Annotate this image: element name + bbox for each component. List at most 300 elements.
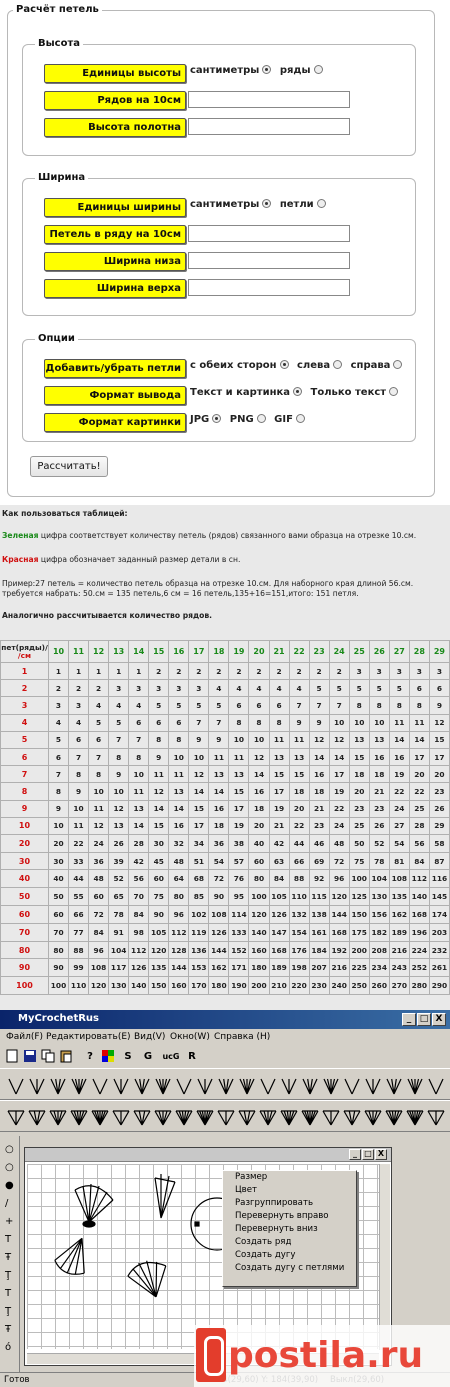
copy-icon[interactable] bbox=[40, 1049, 56, 1065]
table-cell: 6 bbox=[129, 714, 149, 731]
table-cell: 4 bbox=[109, 697, 129, 714]
menu-view[interactable]: Вид(V) bbox=[134, 1032, 166, 1042]
row-header-cm: 20 bbox=[1, 834, 49, 852]
stitch-symbol-fan-icon[interactable] bbox=[111, 1108, 131, 1128]
paste-icon[interactable] bbox=[58, 1049, 74, 1065]
toolbar-ucg-button[interactable]: ucG bbox=[162, 1052, 180, 1061]
table-cell: 5 bbox=[189, 697, 209, 714]
table-cell: 198 bbox=[289, 959, 309, 977]
image-format-label: Формат картинки bbox=[44, 413, 186, 432]
row-header-cm: 80 bbox=[1, 941, 49, 959]
table-cell: 1 bbox=[89, 663, 109, 680]
table-cell: 15 bbox=[149, 817, 169, 834]
table-cell: 104 bbox=[109, 941, 129, 959]
table-cell: 13 bbox=[229, 766, 249, 783]
table-cell: 18 bbox=[309, 783, 329, 800]
table-cell: 144 bbox=[209, 941, 229, 959]
stitch-symbol-fan-icon[interactable] bbox=[300, 1108, 320, 1128]
table-cell: 6 bbox=[149, 714, 169, 731]
stitch-symbol-fan-icon[interactable] bbox=[384, 1108, 404, 1128]
new-file-icon[interactable] bbox=[4, 1049, 20, 1065]
table-cell: 14 bbox=[129, 817, 149, 834]
radio-jpg[interactable] bbox=[212, 414, 221, 423]
tool-filled-ellipse-icon[interactable]: ● bbox=[5, 1180, 14, 1191]
ctx-item-create-arc-loops[interactable]: Создать дугу с петлями bbox=[235, 1263, 345, 1273]
table-cell: 6 bbox=[69, 731, 89, 748]
table-cell: 51 bbox=[189, 852, 209, 870]
table-cell: 19 bbox=[389, 766, 409, 783]
table-cell: 7 bbox=[129, 731, 149, 748]
table-cell: 5 bbox=[369, 680, 389, 697]
table-cell: 20 bbox=[249, 817, 269, 834]
watermark-text: postila.ru bbox=[228, 1335, 424, 1376]
table-cell: 112 bbox=[129, 941, 149, 959]
table-cell: 150 bbox=[349, 906, 369, 924]
table-cell: 29 bbox=[429, 817, 449, 834]
table-row bbox=[1, 766, 450, 783]
stitch-symbol-v-icon[interactable] bbox=[27, 1076, 47, 1096]
table-cell: 16 bbox=[209, 800, 229, 817]
stitch-symbol-v-icon[interactable] bbox=[300, 1076, 320, 1096]
table-cell: 120 bbox=[249, 906, 269, 924]
stitch-symbol-fan-icon[interactable] bbox=[279, 1108, 299, 1128]
table-cell: 8 bbox=[349, 697, 369, 714]
table-cell: 33 bbox=[69, 852, 89, 870]
table-cell: 200 bbox=[249, 977, 269, 995]
tool-double-crochet-icon[interactable]: Ŧ bbox=[5, 1324, 12, 1335]
table-cell: 10 bbox=[329, 714, 349, 731]
radio-right[interactable] bbox=[393, 360, 402, 369]
stitch-symbol-fan-icon[interactable] bbox=[153, 1108, 173, 1128]
table-cell: 60 bbox=[249, 852, 269, 870]
table-cell: 12 bbox=[149, 783, 169, 800]
table-cell: 2 bbox=[149, 663, 169, 680]
table-cell: 21 bbox=[269, 817, 289, 834]
table-cell: 23 bbox=[349, 800, 369, 817]
table-row bbox=[1, 663, 450, 680]
stitch-symbol-fan-icon[interactable] bbox=[90, 1108, 110, 1128]
radio-rows-height[interactable] bbox=[314, 65, 323, 74]
table-cell: 19 bbox=[269, 800, 289, 817]
ctx-item-create-arc[interactable]: Создать дугу bbox=[235, 1250, 296, 1260]
table-cell: 11 bbox=[209, 748, 229, 765]
table-cell: 3 bbox=[369, 663, 389, 680]
close-button[interactable]: X bbox=[432, 1013, 446, 1026]
stitch-symbol-v-icon[interactable] bbox=[174, 1076, 194, 1096]
table-cell: 126 bbox=[129, 959, 149, 977]
calculate-button[interactable]: Рассчитать! bbox=[30, 456, 108, 477]
radio-gif[interactable] bbox=[296, 414, 305, 423]
table-cell: 72 bbox=[209, 870, 229, 888]
table-cell: 154 bbox=[289, 923, 309, 941]
image-option-png: PNG bbox=[229, 414, 254, 425]
table-cell: 8 bbox=[129, 748, 149, 765]
column-header-22: 22 bbox=[289, 641, 309, 663]
table-cell: 84 bbox=[269, 870, 289, 888]
table-cell: 13 bbox=[129, 800, 149, 817]
table-cell: 96 bbox=[169, 906, 189, 924]
table-cell: 135 bbox=[389, 888, 409, 906]
stitch-symbol-fan-icon[interactable] bbox=[405, 1108, 425, 1128]
add-remove-stitches-label: Добавить/убрать петли bbox=[44, 359, 186, 378]
table-cell: 19 bbox=[329, 783, 349, 800]
minimize-button[interactable]: _ bbox=[402, 1013, 416, 1026]
doc-close-button[interactable]: X bbox=[375, 1149, 387, 1160]
table-cell: 140 bbox=[249, 923, 269, 941]
table-cell: 44 bbox=[289, 834, 309, 852]
table-cell: 125 bbox=[349, 888, 369, 906]
table-cell: 9 bbox=[189, 731, 209, 748]
stitch-calculator-form bbox=[0, 0, 450, 505]
table-cell: 9 bbox=[69, 783, 89, 800]
table-cell: 120 bbox=[329, 888, 349, 906]
table-cell: 99 bbox=[69, 959, 89, 977]
radio-png[interactable] bbox=[257, 414, 266, 423]
table-cell: 72 bbox=[89, 906, 109, 924]
table-cell: 30 bbox=[149, 834, 169, 852]
document-titlebar bbox=[25, 1148, 391, 1162]
ctx-item-flip-down[interactable]: Перевернуть вниз bbox=[235, 1224, 318, 1234]
table-cell: 18 bbox=[289, 783, 309, 800]
stitch-symbols-toolbar-1 bbox=[0, 1068, 450, 1100]
radio-both-sides[interactable] bbox=[280, 360, 289, 369]
row-header-cm: 60 bbox=[1, 906, 49, 924]
postila-logo-icon bbox=[196, 1328, 226, 1382]
table-cell: 7 bbox=[109, 731, 129, 748]
maximize-button[interactable]: □ bbox=[417, 1013, 431, 1026]
toolbar-s-button[interactable]: S bbox=[124, 1051, 132, 1062]
menu-help[interactable]: Справка (H) bbox=[214, 1032, 271, 1042]
table-cell: 18 bbox=[249, 800, 269, 817]
tool-line-icon[interactable]: / bbox=[5, 1198, 9, 1209]
table-cell: 7 bbox=[48, 766, 68, 783]
table-cell: 52 bbox=[109, 870, 129, 888]
main-toolbar bbox=[2, 1049, 448, 1069]
table-cell: 42 bbox=[129, 852, 149, 870]
table-cell: 90 bbox=[149, 906, 169, 924]
table-cell: 243 bbox=[389, 959, 409, 977]
stitch-symbol-fan-icon[interactable] bbox=[363, 1108, 383, 1128]
table-cell: 18 bbox=[349, 766, 369, 783]
table-row bbox=[1, 906, 450, 924]
table-cell: 1 bbox=[69, 663, 89, 680]
table-cell: 180 bbox=[209, 977, 229, 995]
table-cell: 25 bbox=[349, 817, 369, 834]
stitch-symbol-fan-icon[interactable] bbox=[48, 1108, 68, 1128]
table-cell: 147 bbox=[269, 923, 289, 941]
table-cell: 17 bbox=[269, 783, 289, 800]
table-cell: 66 bbox=[289, 852, 309, 870]
table-cell: 66 bbox=[69, 906, 89, 924]
stitches-per-10cm-label: Петель в ряду на 10см bbox=[44, 225, 186, 244]
stitch-symbol-v-icon[interactable] bbox=[258, 1076, 278, 1096]
save-icon[interactable] bbox=[22, 1049, 38, 1065]
stitch-symbol-v-icon[interactable] bbox=[69, 1076, 89, 1096]
table-cell: 115 bbox=[309, 888, 329, 906]
radio-cm-height[interactable] bbox=[262, 65, 271, 74]
radio-left[interactable] bbox=[333, 360, 342, 369]
tool-tall-t-icon[interactable]: Ţ bbox=[5, 1306, 12, 1317]
table-cell: 4 bbox=[289, 680, 309, 697]
bottom-width-input[interactable] bbox=[188, 252, 350, 269]
ctx-item-flip-right[interactable]: Перевернуть вправо bbox=[235, 1211, 329, 1221]
stitch-symbol-v-icon[interactable] bbox=[237, 1076, 257, 1096]
window-title: MyCrochetRus bbox=[18, 1013, 99, 1024]
table-cell: 19 bbox=[229, 817, 249, 834]
table-cell: 22 bbox=[289, 817, 309, 834]
stitch-symbol-v-icon[interactable] bbox=[405, 1076, 425, 1096]
column-header-19: 19 bbox=[229, 641, 249, 663]
column-header-24: 24 bbox=[329, 641, 349, 663]
table-cell: 4 bbox=[89, 697, 109, 714]
table-cell: 10 bbox=[129, 766, 149, 783]
tool-plus-icon[interactable]: + bbox=[5, 1216, 14, 1227]
table-cell: 153 bbox=[189, 959, 209, 977]
table-cell: 5 bbox=[389, 680, 409, 697]
stitch-symbol-fan-icon[interactable] bbox=[321, 1108, 341, 1128]
stitch-symbol-v-icon[interactable] bbox=[195, 1076, 215, 1096]
table-cell: 105 bbox=[269, 888, 289, 906]
table-cell: 196 bbox=[409, 923, 429, 941]
table-cell: 15 bbox=[349, 748, 369, 765]
table-cell: 102 bbox=[189, 906, 209, 924]
table-cell: 5 bbox=[309, 680, 329, 697]
column-header-27: 27 bbox=[389, 641, 409, 663]
table-cell: 160 bbox=[249, 941, 269, 959]
table-cell: 23 bbox=[309, 817, 329, 834]
table-cell: 10 bbox=[229, 731, 249, 748]
table-cell: 224 bbox=[409, 941, 429, 959]
stitch-symbol-fan-icon[interactable] bbox=[174, 1108, 194, 1128]
table-cell: 36 bbox=[89, 852, 109, 870]
table-cell: 70 bbox=[48, 923, 68, 941]
table-cell: 14 bbox=[249, 766, 269, 783]
stitch-symbol-fan-icon[interactable] bbox=[237, 1108, 257, 1128]
toolbar-g-button[interactable]: G bbox=[143, 1051, 153, 1062]
table-cell: 8 bbox=[149, 731, 169, 748]
table-cell: 63 bbox=[269, 852, 289, 870]
help-icon[interactable]: ? bbox=[87, 1051, 93, 1062]
menu-window[interactable]: Окно(W) bbox=[170, 1032, 210, 1042]
table-cell: 144 bbox=[169, 959, 189, 977]
table-cell: 18 bbox=[209, 817, 229, 834]
table-cell: 240 bbox=[329, 977, 349, 995]
tool-ellipse-icon[interactable]: ○ bbox=[5, 1162, 14, 1173]
toolbar-r-button[interactable]: R bbox=[188, 1051, 196, 1062]
table-cell: 4 bbox=[269, 680, 289, 697]
table-cell: 17 bbox=[189, 817, 209, 834]
table-cell: 145 bbox=[429, 888, 449, 906]
stitch-symbol-fan-icon[interactable] bbox=[216, 1108, 236, 1128]
radio-text-and-image[interactable] bbox=[293, 387, 302, 396]
side-option-left: слева bbox=[297, 360, 331, 371]
unit-option-cm: сантиметры bbox=[190, 199, 260, 210]
stitch-symbol-v-icon[interactable] bbox=[132, 1076, 152, 1096]
table-cell: 2 bbox=[69, 680, 89, 697]
stitch-symbol-v-icon[interactable] bbox=[90, 1076, 110, 1096]
stitch-symbol-fan-icon[interactable] bbox=[258, 1108, 278, 1128]
stitch-symbol-fan-icon[interactable] bbox=[27, 1108, 47, 1128]
ctx-item-ungroup[interactable]: Разгруппировать bbox=[235, 1198, 314, 1208]
table-cell: 21 bbox=[369, 783, 389, 800]
table-cell: 130 bbox=[109, 977, 129, 995]
table-cell: 5 bbox=[209, 697, 229, 714]
table-cell: 116 bbox=[429, 870, 449, 888]
tool-tall-stitch-icon[interactable]: T bbox=[5, 1288, 12, 1299]
table-cell: 48 bbox=[89, 870, 109, 888]
table-cell: 168 bbox=[409, 906, 429, 924]
table-row bbox=[1, 731, 450, 748]
table-cell: 6 bbox=[249, 697, 269, 714]
stitch-symbol-fan-icon[interactable] bbox=[342, 1108, 362, 1128]
fabric-height-input[interactable] bbox=[188, 118, 350, 135]
table-cell: 3 bbox=[169, 680, 189, 697]
table-cell: 128 bbox=[169, 941, 189, 959]
row-header-cm: 9 bbox=[1, 800, 49, 817]
table-cell: 230 bbox=[309, 977, 329, 995]
table-cell: 234 bbox=[369, 959, 389, 977]
tool-ring-icon[interactable]: ó bbox=[5, 1342, 12, 1353]
table-cell: 75 bbox=[349, 852, 369, 870]
table-cell: 72 bbox=[329, 852, 349, 870]
row-header-cm: 4 bbox=[1, 714, 49, 731]
stitch-symbol-v-icon[interactable] bbox=[363, 1076, 383, 1096]
ctx-item-create-row[interactable]: Создать ряд bbox=[235, 1237, 292, 1247]
table-row bbox=[1, 817, 450, 834]
table-cell: 40 bbox=[249, 834, 269, 852]
table-cell: 13 bbox=[169, 783, 189, 800]
table-cell: 70 bbox=[129, 888, 149, 906]
table-cell: 60 bbox=[149, 870, 169, 888]
column-header-11: 11 bbox=[69, 641, 89, 663]
table-cell: 207 bbox=[309, 959, 329, 977]
stitch-symbol-v-icon[interactable] bbox=[426, 1076, 446, 1096]
how-to-heading: Как пользоваться таблицей: bbox=[2, 509, 128, 518]
table-cell: 8 bbox=[109, 748, 129, 765]
table-cell: 11 bbox=[409, 714, 429, 731]
table-cell: 17 bbox=[229, 800, 249, 817]
table-cell: 4 bbox=[229, 680, 249, 697]
table-cell: 189 bbox=[389, 923, 409, 941]
table-cell: 2 bbox=[249, 663, 269, 680]
table-cell: 14 bbox=[329, 748, 349, 765]
table-row bbox=[1, 714, 450, 731]
table-cell: 8 bbox=[389, 697, 409, 714]
row-header-cm: 10 bbox=[1, 817, 49, 834]
table-row bbox=[1, 783, 450, 800]
menu-file[interactable]: Файл(F) bbox=[6, 1032, 44, 1042]
vertical-scrollbar[interactable] bbox=[379, 1164, 390, 1350]
table-cell: 11 bbox=[229, 748, 249, 765]
stitch-symbol-v-icon[interactable] bbox=[48, 1076, 68, 1096]
table-cell: 22 bbox=[409, 783, 429, 800]
table-cell: 13 bbox=[109, 817, 129, 834]
table-cell: 84 bbox=[129, 906, 149, 924]
stitch-symbol-v-icon[interactable] bbox=[216, 1076, 236, 1096]
table-cell: 36 bbox=[209, 834, 229, 852]
unit-option-stitches: петли bbox=[279, 199, 314, 210]
table-cell: 78 bbox=[369, 852, 389, 870]
stitches-per-10cm-input[interactable] bbox=[188, 225, 350, 242]
table-cell: 12 bbox=[429, 714, 449, 731]
stitch-symbol-v-icon[interactable] bbox=[342, 1076, 362, 1096]
stitch-symbol-fan-icon[interactable] bbox=[426, 1108, 446, 1128]
table-corner-header: пет(ряды)/ /см bbox=[1, 641, 49, 663]
table-cell: 16 bbox=[389, 748, 409, 765]
table-row bbox=[1, 941, 450, 959]
table-cell: 8 bbox=[69, 766, 89, 783]
stitch-symbol-fan-icon[interactable] bbox=[195, 1108, 215, 1128]
radio-text-only[interactable] bbox=[389, 387, 398, 396]
table-cell: 12 bbox=[309, 731, 329, 748]
stitch-symbol-v-icon[interactable] bbox=[321, 1076, 341, 1096]
stitch-symbol-v-icon[interactable] bbox=[279, 1076, 299, 1096]
table-cell: 1 bbox=[129, 663, 149, 680]
top-width-input[interactable] bbox=[188, 279, 350, 296]
radio-cm-width[interactable] bbox=[262, 199, 271, 208]
example-line-1: Пример:27 петель = количество петель образца на отрезке 10.см. Для наборного края длиной 56.см. bbox=[2, 579, 414, 588]
table-cell: 88 bbox=[69, 941, 89, 959]
table-cell: 161 bbox=[309, 923, 329, 941]
table-cell: 58 bbox=[429, 834, 449, 852]
table-cell: 87 bbox=[429, 852, 449, 870]
table-cell: 3 bbox=[189, 680, 209, 697]
table-cell: 8 bbox=[369, 697, 389, 714]
radio-stitches-width[interactable] bbox=[317, 199, 326, 208]
table-cell: 100 bbox=[349, 870, 369, 888]
menu-edit[interactable]: Редактировать(E) bbox=[46, 1032, 131, 1042]
table-cell: 26 bbox=[429, 800, 449, 817]
ctx-item-size[interactable]: Размер bbox=[235, 1172, 268, 1182]
table-cell: 8 bbox=[89, 766, 109, 783]
stitch-symbol-v-icon[interactable] bbox=[384, 1076, 404, 1096]
ctx-item-color[interactable]: Цвет bbox=[235, 1185, 258, 1195]
stitch-symbol-v-icon[interactable] bbox=[6, 1076, 26, 1096]
table-cell: 60 bbox=[89, 888, 109, 906]
table-cell: 56 bbox=[409, 834, 429, 852]
tool-stitch-icon[interactable]: Ţ bbox=[5, 1270, 12, 1281]
doc-maximize-button[interactable]: □ bbox=[362, 1149, 374, 1160]
stitch-symbol-v-icon[interactable] bbox=[111, 1076, 131, 1096]
table-cell: 14 bbox=[149, 800, 169, 817]
bottom-width-label: Ширина низа bbox=[44, 252, 186, 271]
table-cell: 171 bbox=[229, 959, 249, 977]
tool-double-t-icon[interactable]: Ŧ bbox=[5, 1252, 12, 1263]
top-width-label: Ширина верха bbox=[44, 279, 186, 298]
rows-per-10cm-input[interactable] bbox=[188, 91, 350, 108]
image-format-radio-group bbox=[190, 413, 310, 427]
stitch-symbol-fan-icon[interactable] bbox=[69, 1108, 89, 1128]
palette-icon[interactable] bbox=[100, 1049, 116, 1065]
table-cell: 4 bbox=[129, 697, 149, 714]
table-cell: 6 bbox=[89, 731, 109, 748]
doc-minimize-button[interactable]: _ bbox=[349, 1149, 361, 1160]
stitch-symbol-v-icon[interactable] bbox=[153, 1076, 173, 1096]
table-cell: 60 bbox=[48, 906, 68, 924]
table-cell: 11 bbox=[289, 731, 309, 748]
table-cell: 152 bbox=[229, 941, 249, 959]
table-row bbox=[1, 697, 450, 714]
table-cell: 203 bbox=[429, 923, 449, 941]
tool-circle-icon[interactable]: ○ bbox=[5, 1144, 14, 1155]
stitch-symbol-fan-icon[interactable] bbox=[6, 1108, 26, 1128]
table-cell: 12 bbox=[189, 766, 209, 783]
tool-t-icon[interactable]: T bbox=[5, 1234, 12, 1245]
table-cell: 9 bbox=[209, 731, 229, 748]
stitch-symbol-fan-icon[interactable] bbox=[132, 1108, 152, 1128]
left-tool-palette bbox=[0, 1136, 20, 1374]
table-cell: 11 bbox=[69, 817, 89, 834]
